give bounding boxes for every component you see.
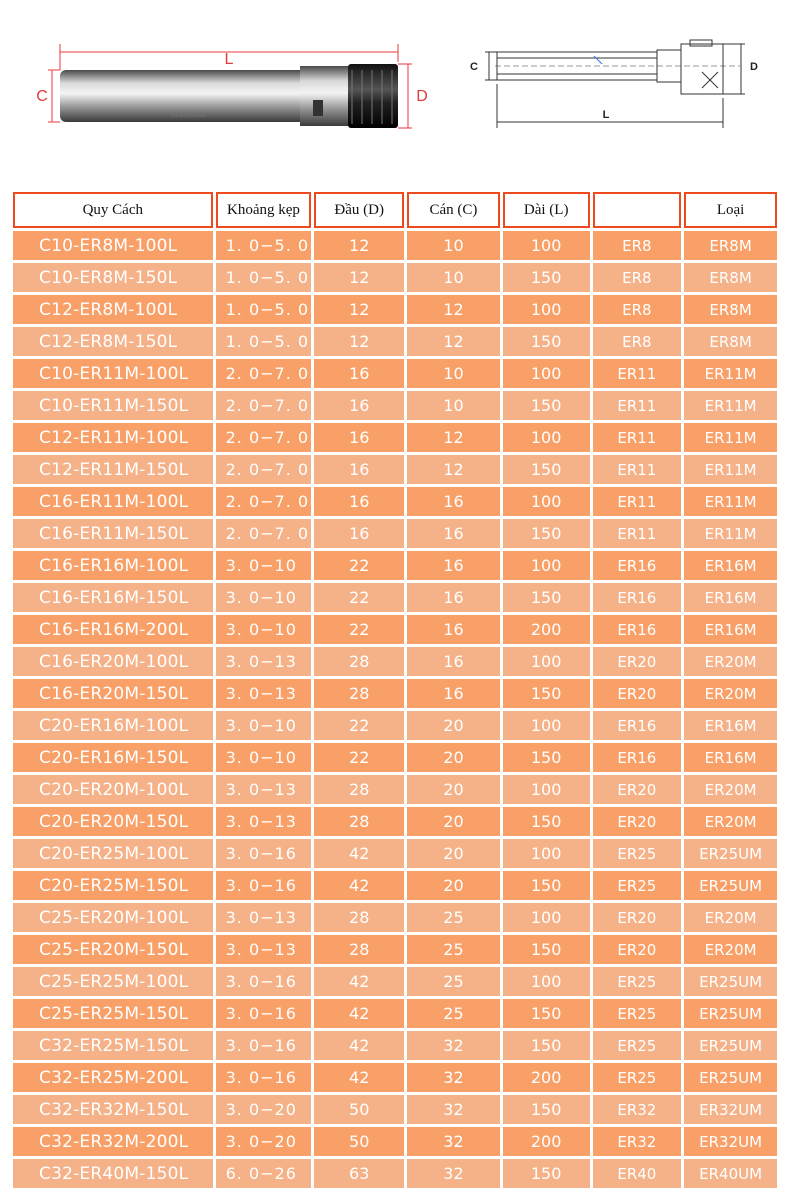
cell-length: 100: [503, 487, 590, 516]
cell-type: ER20M: [684, 807, 777, 836]
cell-head-diameter: 28: [314, 679, 404, 708]
cell-type: ER32UM: [684, 1127, 777, 1156]
product-illustration: [0, 0, 790, 190]
cell-clamp-range: 2. 0−7. 0: [216, 423, 312, 452]
spec-table: [10, 189, 780, 1191]
cell-type: ER40UM: [684, 1159, 777, 1188]
cell-shank-diameter: 12: [407, 327, 500, 356]
drawing-head-label: D: [750, 61, 758, 73]
cell-collet: ER32: [593, 1127, 682, 1156]
drawing-length-label: L: [602, 109, 610, 121]
cell-clamp-range: 3. 0−20: [216, 1095, 312, 1124]
cell-spec: C20-ER16M-100L: [13, 711, 213, 740]
technical-drawing: [485, 40, 745, 128]
table-row: [13, 1031, 777, 1060]
table-row: [13, 551, 777, 580]
cell-shank-diameter: 32: [407, 1127, 500, 1156]
cell-clamp-range: 3. 0−13: [216, 679, 312, 708]
cell-shank-diameter: 20: [407, 807, 500, 836]
cell-length: 150: [503, 1095, 590, 1124]
cell-type: ER25UM: [684, 1063, 777, 1092]
table-row: [13, 487, 777, 516]
cell-length: 100: [503, 711, 590, 740]
photo-length-label: L: [224, 51, 234, 68]
cell-head-diameter: 22: [314, 615, 404, 644]
table-row: [13, 583, 777, 612]
cell-shank-diameter: 32: [407, 1031, 500, 1060]
cell-shank-diameter: 16: [407, 551, 500, 580]
cell-head-diameter: 12: [314, 295, 404, 324]
cell-spec: C20-ER25M-100L: [13, 839, 213, 868]
cell-type: ER25UM: [684, 1031, 777, 1060]
cell-collet: ER11: [593, 519, 682, 548]
cell-length: 200: [503, 1063, 590, 1092]
cell-clamp-range: 1. 0−5. 0: [216, 327, 312, 356]
cell-shank-diameter: 16: [407, 647, 500, 676]
photo-shank-label: C: [36, 88, 48, 105]
cell-head-diameter: 42: [314, 1063, 404, 1092]
cell-length: 100: [503, 647, 590, 676]
cell-collet: ER11: [593, 487, 682, 516]
cell-type: ER20M: [684, 903, 777, 932]
cell-spec: C12-ER11M-150L: [13, 455, 213, 484]
cell-collet: ER16: [593, 615, 682, 644]
cell-shank-diameter: 16: [407, 519, 500, 548]
cell-clamp-range: 3. 0−13: [216, 647, 312, 676]
cell-head-diameter: 12: [314, 327, 404, 356]
cell-clamp-range: 3. 0−16: [216, 999, 312, 1028]
table-row: [13, 519, 777, 548]
cell-spec: C10-ER11M-150L: [13, 391, 213, 420]
table-row: [13, 903, 777, 932]
cell-head-diameter: 42: [314, 871, 404, 900]
cell-length: 150: [503, 743, 590, 772]
cell-length: 150: [503, 935, 590, 964]
cell-shank-diameter: 16: [407, 583, 500, 612]
cell-type: ER8M: [684, 327, 777, 356]
cell-shank-diameter: 20: [407, 743, 500, 772]
cell-clamp-range: 3. 0−13: [216, 903, 312, 932]
cell-clamp-range: 6. 0−26: [216, 1159, 312, 1188]
cell-spec: C16-ER11M-150L: [13, 519, 213, 548]
cell-length: 100: [503, 903, 590, 932]
cell-length: 100: [503, 839, 590, 868]
cell-length: 150: [503, 679, 590, 708]
cell-length: 100: [503, 295, 590, 324]
cell-spec: C25-ER20M-100L: [13, 903, 213, 932]
table-row: [13, 327, 777, 356]
header-type: Loại: [684, 192, 777, 228]
cell-type: ER16M: [684, 583, 777, 612]
cell-clamp-range: 3. 0−10: [216, 583, 312, 612]
cell-collet: ER11: [593, 455, 682, 484]
cell-shank-diameter: 32: [407, 1063, 500, 1092]
cell-spec: C16-ER20M-100L: [13, 647, 213, 676]
header-spec: Quy Cách: [13, 192, 213, 228]
cell-collet: ER25: [593, 1063, 682, 1092]
cell-spec: C25-ER20M-150L: [13, 935, 213, 964]
cell-type: ER11M: [684, 519, 777, 548]
cell-head-diameter: 63: [314, 1159, 404, 1188]
cell-type: ER8M: [684, 231, 777, 260]
table-row: [13, 263, 777, 292]
header-clamp-range: Khoảng kẹp: [216, 192, 312, 228]
cell-collet: ER20: [593, 807, 682, 836]
cell-spec: C16-ER16M-200L: [13, 615, 213, 644]
table-row: [13, 935, 777, 964]
cell-shank-diameter: 20: [407, 871, 500, 900]
cell-length: 100: [503, 967, 590, 996]
table-row: [13, 423, 777, 452]
table-row: [13, 295, 777, 324]
photo-head-label: D: [416, 88, 428, 105]
illustration-svg: [0, 0, 790, 190]
cell-clamp-range: 2. 0−7. 0: [216, 455, 312, 484]
cell-length: 150: [503, 583, 590, 612]
drawing-shank-label: C: [470, 61, 478, 73]
cell-head-diameter: 22: [314, 583, 404, 612]
table-row: [13, 615, 777, 644]
cell-type: ER20M: [684, 679, 777, 708]
cell-shank-diameter: 16: [407, 487, 500, 516]
cell-type: ER11M: [684, 423, 777, 452]
cell-head-diameter: 22: [314, 551, 404, 580]
cell-clamp-range: 3. 0−16: [216, 871, 312, 900]
cell-clamp-range: 2. 0−7. 0: [216, 391, 312, 420]
cell-spec: C10-ER8M-150L: [13, 263, 213, 292]
cell-type: ER8M: [684, 295, 777, 324]
cell-head-diameter: 42: [314, 1031, 404, 1060]
cell-clamp-range: 3. 0−10: [216, 551, 312, 580]
table-row: [13, 647, 777, 676]
cell-length: 150: [503, 1031, 590, 1060]
cell-collet: ER20: [593, 903, 682, 932]
cell-spec: C16-ER20M-150L: [13, 679, 213, 708]
cell-length: 150: [503, 999, 590, 1028]
cell-type: ER11M: [684, 359, 777, 388]
cell-length: 100: [503, 423, 590, 452]
cell-length: 100: [503, 775, 590, 804]
cell-spec: C32-ER32M-150L: [13, 1095, 213, 1124]
cell-clamp-range: 3. 0−10: [216, 743, 312, 772]
cell-head-diameter: 22: [314, 711, 404, 740]
cell-head-diameter: 42: [314, 999, 404, 1028]
cell-shank-diameter: 10: [407, 263, 500, 292]
cell-head-diameter: 22: [314, 743, 404, 772]
cell-length: 150: [503, 263, 590, 292]
cell-spec: C10-ER8M-100L: [13, 231, 213, 260]
table-row: [13, 807, 777, 836]
cell-shank-diameter: 10: [407, 391, 500, 420]
table-row: [13, 1063, 777, 1092]
table-row: [13, 1127, 777, 1156]
svg-text:TOOL HOLDER: TOOL HOLDER: [170, 113, 206, 119]
table-row: [13, 455, 777, 484]
cell-spec: C10-ER11M-100L: [13, 359, 213, 388]
cell-spec: C12-ER11M-100L: [13, 423, 213, 452]
cell-type: ER16M: [684, 551, 777, 580]
cell-spec: C20-ER25M-150L: [13, 871, 213, 900]
cell-type: ER8M: [684, 263, 777, 292]
cell-collet: ER25: [593, 871, 682, 900]
table-row: [13, 839, 777, 868]
header-shank-diameter: Cán (C): [407, 192, 500, 228]
cell-shank-diameter: 12: [407, 423, 500, 452]
cell-spec: C20-ER20M-100L: [13, 775, 213, 804]
table-row: [13, 359, 777, 388]
spec-table-body: [13, 231, 777, 1188]
cell-spec: C20-ER20M-150L: [13, 807, 213, 836]
cell-type: ER25UM: [684, 839, 777, 868]
cell-collet: ER16: [593, 743, 682, 772]
cell-length: 200: [503, 615, 590, 644]
cell-collet: ER20: [593, 679, 682, 708]
cell-spec: C20-ER16M-150L: [13, 743, 213, 772]
cell-length: 150: [503, 391, 590, 420]
cell-clamp-range: 1. 0−5. 0: [216, 231, 312, 260]
table-row: [13, 711, 777, 740]
tool-holder-photo: [60, 64, 398, 128]
table-row: [13, 743, 777, 772]
cell-shank-diameter: 25: [407, 999, 500, 1028]
cell-collet: ER25: [593, 967, 682, 996]
cell-clamp-range: 3. 0−16: [216, 967, 312, 996]
table-row: [13, 231, 777, 260]
cell-collet: ER16: [593, 583, 682, 612]
cell-length: 150: [503, 1159, 590, 1188]
cell-collet: ER20: [593, 647, 682, 676]
cell-shank-diameter: 25: [407, 967, 500, 996]
cell-length: 100: [503, 359, 590, 388]
cell-collet: ER25: [593, 839, 682, 868]
header-collet: [593, 192, 682, 228]
cell-spec: C32-ER25M-150L: [13, 1031, 213, 1060]
cell-head-diameter: 12: [314, 263, 404, 292]
cell-clamp-range: 2. 0−7. 0: [216, 487, 312, 516]
cell-length: 150: [503, 455, 590, 484]
cell-head-diameter: 16: [314, 519, 404, 548]
cell-clamp-range: 3. 0−10: [216, 615, 312, 644]
cell-head-diameter: 16: [314, 359, 404, 388]
table-row: [13, 775, 777, 804]
cell-head-diameter: 28: [314, 935, 404, 964]
cell-type: ER20M: [684, 647, 777, 676]
cell-collet: ER20: [593, 935, 682, 964]
cell-type: ER16M: [684, 615, 777, 644]
cell-length: 150: [503, 807, 590, 836]
cell-clamp-range: 2. 0−7. 0: [216, 359, 312, 388]
cell-type: ER25UM: [684, 999, 777, 1028]
cell-spec: C32-ER40M-150L: [13, 1159, 213, 1188]
cell-clamp-range: 2. 0−7. 0: [216, 519, 312, 548]
cell-head-diameter: 28: [314, 647, 404, 676]
cell-length: 150: [503, 327, 590, 356]
cell-head-diameter: 28: [314, 775, 404, 804]
cell-head-diameter: 16: [314, 391, 404, 420]
cell-clamp-range: 3. 0−16: [216, 1063, 312, 1092]
cell-type: ER20M: [684, 935, 777, 964]
cell-collet: ER8: [593, 327, 682, 356]
cell-shank-diameter: 16: [407, 615, 500, 644]
cell-shank-diameter: 20: [407, 839, 500, 868]
cell-type: ER25UM: [684, 967, 777, 996]
cell-clamp-range: 3. 0−13: [216, 775, 312, 804]
table-row: [13, 1095, 777, 1124]
cell-clamp-range: 1. 0−5. 0: [216, 295, 312, 324]
table-row: [13, 679, 777, 708]
cell-head-diameter: 16: [314, 423, 404, 452]
cell-collet: ER11: [593, 423, 682, 452]
cell-clamp-range: 1. 0−5. 0: [216, 263, 312, 292]
table-row: [13, 999, 777, 1028]
cell-length: 200: [503, 1127, 590, 1156]
cell-type: ER11M: [684, 391, 777, 420]
cell-collet: ER20: [593, 775, 682, 804]
cell-shank-diameter: 12: [407, 295, 500, 324]
cell-spec: C32-ER25M-200L: [13, 1063, 213, 1092]
cell-clamp-range: 3. 0−13: [216, 807, 312, 836]
table-row: [13, 871, 777, 900]
cell-clamp-range: 3. 0−13: [216, 935, 312, 964]
cell-clamp-range: 3. 0−16: [216, 839, 312, 868]
cell-type: ER11M: [684, 455, 777, 484]
cell-length: 100: [503, 231, 590, 260]
cell-spec: C16-ER11M-100L: [13, 487, 213, 516]
cell-shank-diameter: 25: [407, 903, 500, 932]
cell-collet: ER32: [593, 1095, 682, 1124]
table-row: [13, 1159, 777, 1188]
spec-table-header: [13, 192, 777, 228]
cell-head-diameter: 42: [314, 839, 404, 868]
cell-spec: C16-ER16M-100L: [13, 551, 213, 580]
cell-spec: C12-ER8M-100L: [13, 295, 213, 324]
cell-clamp-range: 3. 0−10: [216, 711, 312, 740]
cell-type: ER25UM: [684, 871, 777, 900]
cell-type: ER20M: [684, 775, 777, 804]
cell-head-diameter: 16: [314, 455, 404, 484]
cell-type: ER11M: [684, 487, 777, 516]
cell-head-diameter: 42: [314, 967, 404, 996]
cell-length: 100: [503, 551, 590, 580]
cell-spec: C25-ER25M-150L: [13, 999, 213, 1028]
cell-shank-diameter: 16: [407, 679, 500, 708]
cell-spec: C32-ER32M-200L: [13, 1127, 213, 1156]
cell-spec: C16-ER16M-150L: [13, 583, 213, 612]
cell-shank-diameter: 10: [407, 359, 500, 388]
cell-shank-diameter: 20: [407, 711, 500, 740]
cell-clamp-range: 3. 0−16: [216, 1031, 312, 1060]
cell-collet: ER40: [593, 1159, 682, 1188]
cell-collet: ER11: [593, 391, 682, 420]
cell-collet: ER16: [593, 711, 682, 740]
cell-type: ER16M: [684, 711, 777, 740]
cell-collet: ER11: [593, 359, 682, 388]
cell-head-diameter: 16: [314, 487, 404, 516]
cell-shank-diameter: 20: [407, 775, 500, 804]
header-length: Dài (L): [503, 192, 590, 228]
cell-length: 150: [503, 871, 590, 900]
cell-collet: ER25: [593, 999, 682, 1028]
cell-head-diameter: 12: [314, 231, 404, 260]
cell-spec: C25-ER25M-100L: [13, 967, 213, 996]
cell-type: ER16M: [684, 743, 777, 772]
cell-clamp-range: 3. 0−20: [216, 1127, 312, 1156]
table-row: [13, 391, 777, 420]
cell-collet: ER8: [593, 263, 682, 292]
cell-collet: ER8: [593, 231, 682, 260]
cell-spec: C12-ER8M-150L: [13, 327, 213, 356]
cell-head-diameter: 50: [314, 1095, 404, 1124]
table-row: [13, 967, 777, 996]
header-head-diameter: Đầu (D): [314, 192, 404, 228]
cell-collet: ER8: [593, 295, 682, 324]
cell-shank-diameter: 32: [407, 1095, 500, 1124]
cell-collet: ER16: [593, 551, 682, 580]
cell-shank-diameter: 25: [407, 935, 500, 964]
cell-shank-diameter: 32: [407, 1159, 500, 1188]
cell-shank-diameter: 12: [407, 455, 500, 484]
cell-collet: ER25: [593, 1031, 682, 1060]
cell-head-diameter: 28: [314, 903, 404, 932]
cell-length: 150: [503, 519, 590, 548]
cell-shank-diameter: 10: [407, 231, 500, 260]
cell-head-diameter: 50: [314, 1127, 404, 1156]
cell-head-diameter: 28: [314, 807, 404, 836]
cell-type: ER32UM: [684, 1095, 777, 1124]
